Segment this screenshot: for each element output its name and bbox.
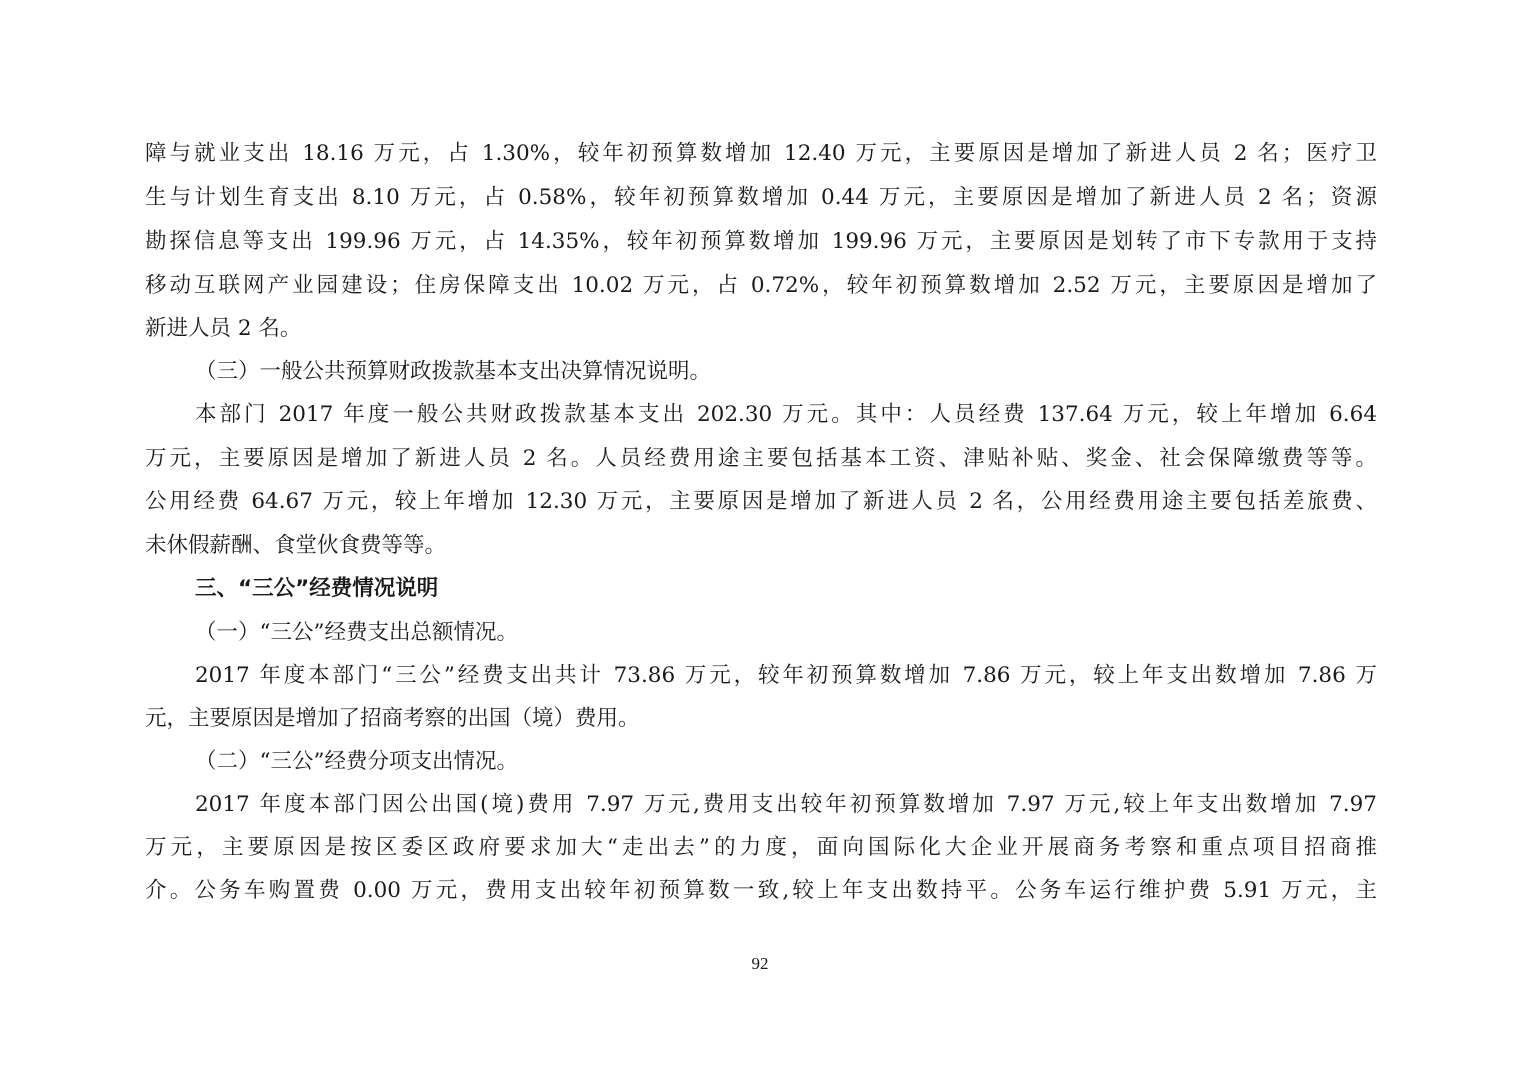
paragraph-line: 本部门 2017 年度一般公共财政拨款基本支出 202.30 万元。其中：人员经费 137.64 万元，较上年增加 6.64 bbox=[195, 402, 1377, 427]
paragraph-line: 元，主要原因是增加了招商考察的出国（境）费用。 bbox=[145, 706, 640, 731]
section-heading: （二）“三公”经费分项支出情况。 bbox=[195, 749, 518, 774]
paragraph-line: 2017 年度本部门“三公”经费支出共计 73.86 万元，较年初预算数增加 7.86 万元，较上年支出数增加 7.86 万 bbox=[195, 663, 1377, 688]
paragraph-line: 万元，主要原因是增加了新进人员 2 名。人员经费用途主要包括基本工资、津贴补贴、奖金、社会保障缴费等等。 bbox=[145, 446, 1377, 471]
paragraph-line: 新进人员 2 名。 bbox=[145, 316, 302, 341]
paragraph-line: 公用经费 64.67 万元，较上年增加 12.30 万元，主要原因是增加了新进人员 2 名，公用经费用途主要包括差旅费、 bbox=[145, 489, 1377, 514]
paragraph-line: 移动互联网产业园建设；住房保障支出 10.02 万元，占 0.72%，较年初预算数增加 2.52 万元，主要原因是增加了 bbox=[145, 273, 1377, 298]
paragraph-line: 2017 年度本部门因公出国(境)费用 7.97 万元,费用支出较年初预算数增加 7.97 万元,较上年支出数增加 7.97 bbox=[195, 792, 1377, 817]
paragraph-line: 障与就业支出 18.16 万元，占 1.30%，较年初预算数增加 12.40 万元，主要原因是增加了新进人员 2 名；医疗卫 bbox=[145, 141, 1377, 166]
paragraph-line: 勘探信息等支出 199.96 万元，占 14.35%，较年初预算数增加 199.96 万元，主要原因是划转了市下专款用于支持 bbox=[145, 229, 1377, 254]
paragraph-line: 万元，主要原因是按区委区政府要求加大“走出去”的力度，面向国际化大企业开展商务考察和重点项目招商推 bbox=[145, 835, 1377, 860]
paragraph-line: 介。公务车购置费 0.00 万元，费用支出较年初预算数一致,较上年支出数持平。公务车运行维护费 5.91 万元，主 bbox=[145, 878, 1377, 903]
paragraph-line: 未休假薪酬、食堂伙食费等等。 bbox=[145, 533, 447, 558]
page-number: 92 bbox=[751, 954, 769, 973]
section-heading: （一）“三公”经费支出总额情况。 bbox=[195, 620, 518, 645]
chapter-heading: 三、“三公”经费情况说明 bbox=[195, 576, 439, 601]
section-heading: （三）一般公共预算财政拨款基本支出决算情况说明。 bbox=[195, 359, 712, 384]
paragraph-line: 生与计划生育支出 8.10 万元，占 0.58%，较年初预算数增加 0.44 万元，主要原因是增加了新进人员 2 名；资源 bbox=[145, 185, 1377, 210]
